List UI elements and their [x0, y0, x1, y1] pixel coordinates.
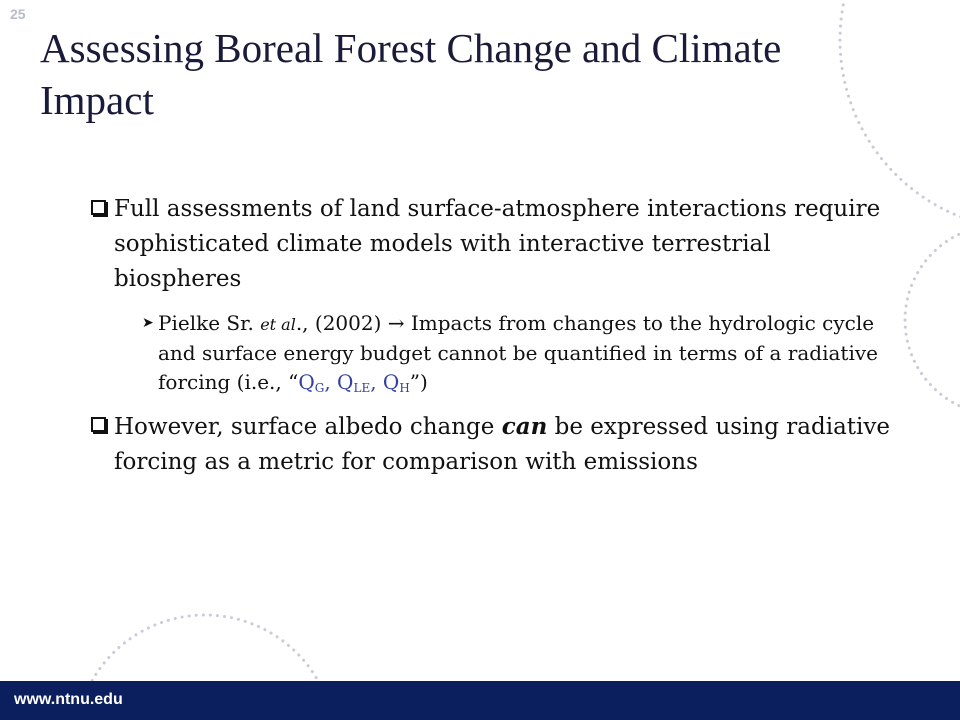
square-bullet-icon [91, 417, 106, 432]
footer-bar [0, 681, 960, 720]
symbol-q-g: $Q_G$, $Q_{LE}$, $Q_H$ [298, 370, 410, 395]
bullet-text: Full assessments of land surface-atmosphere interactions require sophisticated climate models with interactive terrestrial biospheres [114, 196, 881, 292]
arrow-bullet-icon: ➤ [142, 315, 154, 331]
square-bullet-icon [91, 200, 106, 215]
sub-bullet-text: Impacts from changes to the hydrologic cycle and surface energy budget cannot be quantified in terms of a radiative forcing (i.e., “ [158, 311, 878, 394]
footer-url-link[interactable]: www.ntnu.edu [14, 691, 123, 708]
sub-bullet-list [142, 309, 900, 403]
bullet-albedo [90, 409, 900, 480]
slide-content [90, 192, 900, 492]
emphasis-can: can [501, 413, 548, 440]
sub-bullet-pielke [142, 309, 900, 403]
citation-etal: et al [260, 315, 296, 334]
slide-title: Assessing Boreal Forest Change and Climate Impact [40, 25, 782, 123]
bullet-text-after: be expressed using radiative forcing as a metric for comparison with emissions [114, 414, 890, 475]
slide-number: 25 [10, 6, 26, 22]
right-arrow-icon: → [387, 311, 405, 335]
bullet-text-before: However, surface albedo change [114, 414, 495, 440]
mid-right-arc [905, 225, 960, 415]
closing-quote: ”) [409, 370, 428, 394]
citation-author: Pielke Sr. [158, 311, 254, 335]
bullet-full-assessments [90, 192, 900, 297]
citation-year: ., (2002) [295, 311, 382, 335]
